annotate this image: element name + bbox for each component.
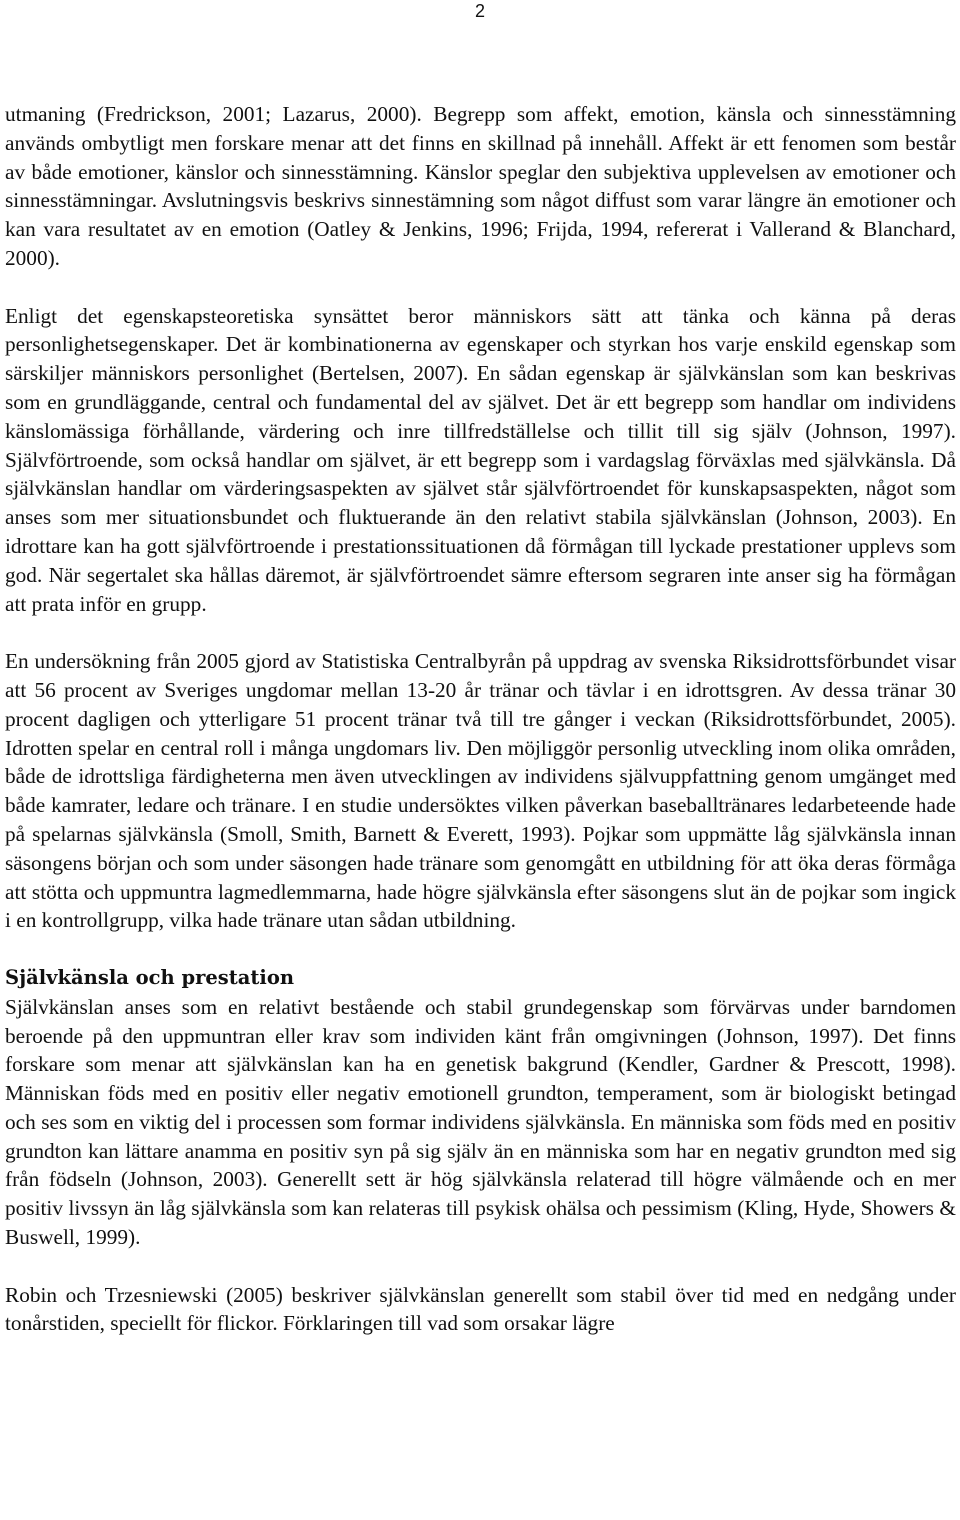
paragraph-gap [5, 935, 956, 964]
paragraph-5: Robin och Trzesniewski (2005) beskriver självkänslan generellt som stabil över tid med en nedgång under tonårstiden, speciellt för flickor. Förklaringen till vad som orsakar lägre [5, 1282, 956, 1336]
paragraph-2: Enligt det egenskapsteoretiska synsättet beror människors sätt att tänka och känna på deras personlighetsegenskaper. Det är kombinationerna av egenskaper och styrkan hos varje enskild egenskap som särskiljer människors personlighet (Bertelsen, 2007). En sådan egenskap är självkänslan som kan beskrivas som en grundläggande, central och fundamental del av självet. Det är ett begrepp som handlar om individens känslomässiga förhållande, värdering och inre tillfredställelse och tillit till sig själv (Johnson, 1997). Självförtroende, som också handlar om självet, är ett begrepp som i vardagslag förväxlas med självkänsla. Då självkänslan handlar om värderingsaspekten av självet står självförtroendet för kunskapsaspekten, något som anses som mer situationsbundet och fluktuerande än den relativt stabila självkänslan (Johnson, 2003). En idrottare kan ha gott självförtroende i prestationssituationen då förmågan till lyckade prestationer upplevs som god. När segertalet ska hållas däremot, är självförtroendet sämre eftersom segraren inte anser sig ha förmågan att prata inför en grupp. [5, 303, 956, 616]
paragraph-4: Självkänslan anses som en relativt bestående och stabil grundegenskap som förvärvas under barndomen beroende på den uppmuntran eller krav som individen känt från omgivningen (Johnson, 1997). Det finns forskare som menar att självkänslan kan ha en genetisk bakgrund (Kendler, Gardner & Prescott, 1998). Människan föds med en positiv eller negativ emotionell grundton, temperament, som är biologiskt betingad och ses som en viktig del i processen som formar individens självkänsla. En människa som föds med en positiv grundton kan lättare anamma en positiv syn på sig själv än en människa som har en negativ grundton med sig från födseln (Johnson, 2003). Generellt sett är hög självkänsla relaterad till högre välmående och en mer positiv livssyn än låg självkänsla som kan relateras till psykisk ohälsa och pessimism (Kling, Hyde, Showers & Buswell, 1999). [5, 994, 956, 1250]
body-text [5, 100, 956, 1338]
paragraph-3: En undersökning från 2005 gjord av Statistiska Centralbyrån på uppdrag av svenska Riksidrottsförbundet visar att 56 procent av Sveriges ungdomar mellan 13-20 år tränar och tävlar i en idrottsgren. Av dessa tränar 30 procent dagligen och ytterligare 51 procent tränar två till tre gånger i veckan (Riksidrottsförbundet, 2005). Idrotten spelar en central roll i många ungdomars liv. Den möjliggör personlig utveckling inom olika områden, både de idrottsliga färdigheterna men även utvecklingen av individens självuppfattning genom umgänget med både kamrater, ledare och tränare. I en studie undersöktes vilken påverkan baseballtränares ledarbeteende hade på spelarnas självkänsla (Smoll, Smith, Barnett & Everett, 1993). Pojkar som uppmätte låg självkänsla innan säsongens början och som under säsongen hade tränare som genomgått en utbildning för att öka deras förmåga att stötta och uppmuntra lagmedlemmarna, hade högre självkänsla efter säsongens slut än de pojkar som ingick i en kontrollgrupp, vilka hade tränare utan sådan utbildning. [5, 649, 956, 933]
section-heading: Självkänsla och prestation [5, 965, 295, 989]
page-number: 2 [474, 1, 485, 21]
paragraph-gap [5, 1252, 956, 1281]
paragraph-1: utmaning (Fredrickson, 2001; Lazarus, 2000). Begrepp som affekt, emotion, känsla och sinnesstämning används ombytligt men forskare menar att det finns en skillnad på innehåll. Affekt är ett fenomen som består av både emotioner, känslor och sinnesstämning. Känslor speglar den subjektiva upplevelsen av emotioner och sinnesstämningar. Avslutningsvis beskrivs sinnestämning som något diffust som varar längre än emotioner och kan vara resultatet av en emotion (Oatley & Jenkins, 1996; Frijda, 1994, refererat i Vallerand & Blanchard, 2000). [5, 102, 956, 270]
paragraph-gap [5, 618, 956, 647]
paragraph-gap [5, 273, 956, 302]
